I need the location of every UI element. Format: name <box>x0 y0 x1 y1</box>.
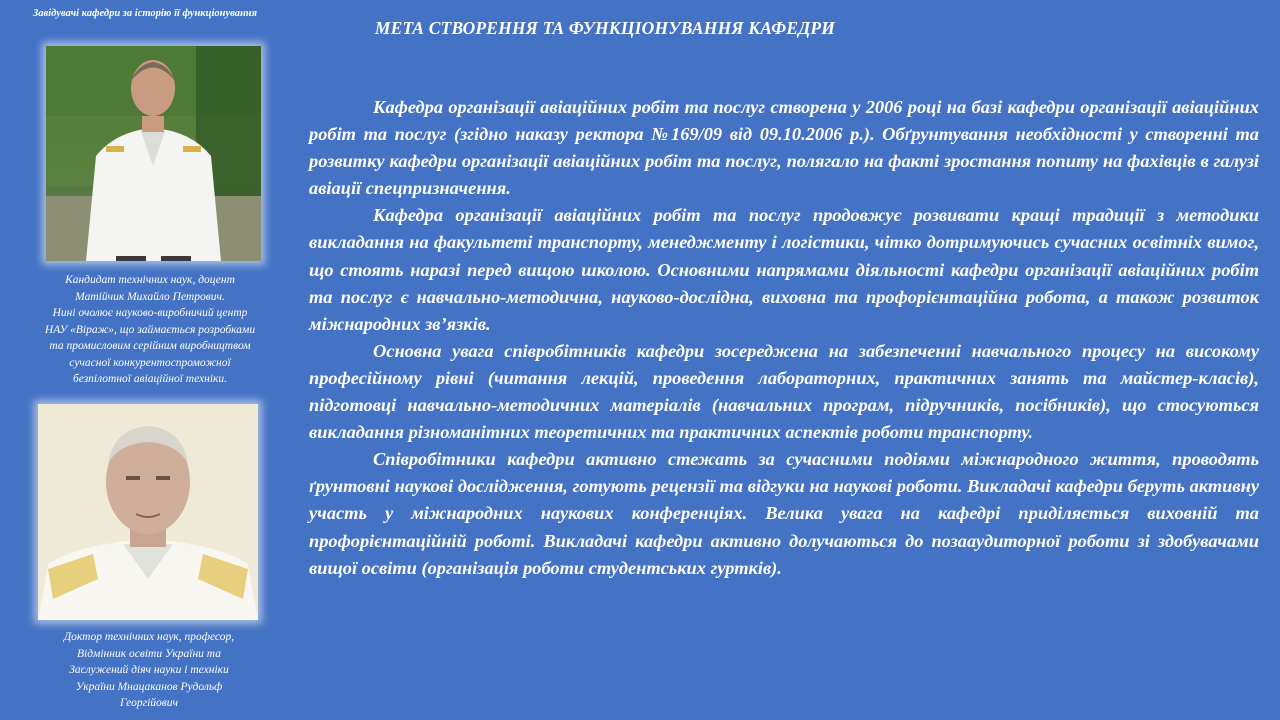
caption-line: та промисловим серійним виробництвом <box>49 340 251 352</box>
sidebar <box>0 0 300 720</box>
paragraph: Кафедра організації авіаційних робіт та послуг продовжує розвивати кращі традиції з методики викладання на факультеті транспорту, менеджменту і логістики, чітко дотримуючись сучасних освітніх вимог, що стоять наразі перед вищою школою. Основними напрямами діяльності кафедри організації авіаційних робіт та послуг є навчально-методична, науково-дослідна, виховна та профорієнтаційна робота, а також розвиток міжнародних зв’язків. <box>309 205 1259 334</box>
head-caption-2 <box>10 629 288 712</box>
caption-line: безпілотної авіаційної техніки. <box>72 373 228 385</box>
page-title: МЕТА СТВОРЕННЯ ТА ФУНКЦІОНУВАННЯ КАФЕДРИ <box>374 18 836 38</box>
paragraph: Співробітники кафедри активно стежать за сучасними подіями міжнародного життя, проводять ґрунтовні наукові дослідження, готують рецензії та відгуки на наукові роботи. Викладачі кафедри беруть активну участь у міжнародних наукових конференціях. Велика увага на кафедрі приділяється виховній та профорієнтаційній роботі. Викладачі кафедри активно долучаються до позааудиторної роботи зі здобувачами вищої освіти (організація роботи студентських гуртків). <box>309 449 1259 578</box>
caption-line: Заслужений діяч науки і техніки <box>69 664 229 676</box>
paragraph: Основна увага співробітників кафедри зосереджена на забезпеченні навчального процесу на високому професійному рівні (читання лекцій, проведення лабораторних, практичних занять та майстер-класів), підготовці навчально-методичних матеріалів (навчальних програм, підручників, посібників), що стосуються викладання різноманітних теоретичних та практичних аспектів роботи транспорту. <box>309 340 1259 443</box>
paragraph: Кафедра організації авіаційних робіт та послуг створена у 2006 році на базі кафедри організації авіаційних робіт та послуг (згідно наказу ректора №169/09 від 09.10.2006 р.). Обґрунтування необхідності у створенні та розвитку кафедри організації авіаційних робіт та послуг, полягало на факті зростання попиту на фахівців в галузі авіації спецпризначення. <box>309 97 1259 199</box>
main-text <box>309 94 1259 582</box>
caption-line: Матійчик Михайло Петрович. <box>75 290 225 303</box>
caption-line: сучасної конкурентоспроможної <box>69 356 231 369</box>
caption-line: Доктор технічних наук, професор, <box>63 631 235 643</box>
caption-line: Кандидат технічних наук, доцент <box>65 274 235 286</box>
caption-line: НАУ «Віраж», що займається розробками <box>44 323 256 336</box>
sidebar-heading: Завідувачі кафедри за історію її функціонування <box>32 8 258 19</box>
head-photo-2 <box>38 404 258 620</box>
caption-line: Відмінник освіти України та <box>76 647 221 660</box>
caption-line: України Мнацаканов Рудольф <box>75 680 223 693</box>
caption-line: Нині очолює науково-виробничий центр <box>52 307 248 319</box>
head-photo-1 <box>46 46 261 261</box>
caption-line: Георгійович <box>119 697 179 709</box>
head-caption-1 <box>6 272 294 388</box>
